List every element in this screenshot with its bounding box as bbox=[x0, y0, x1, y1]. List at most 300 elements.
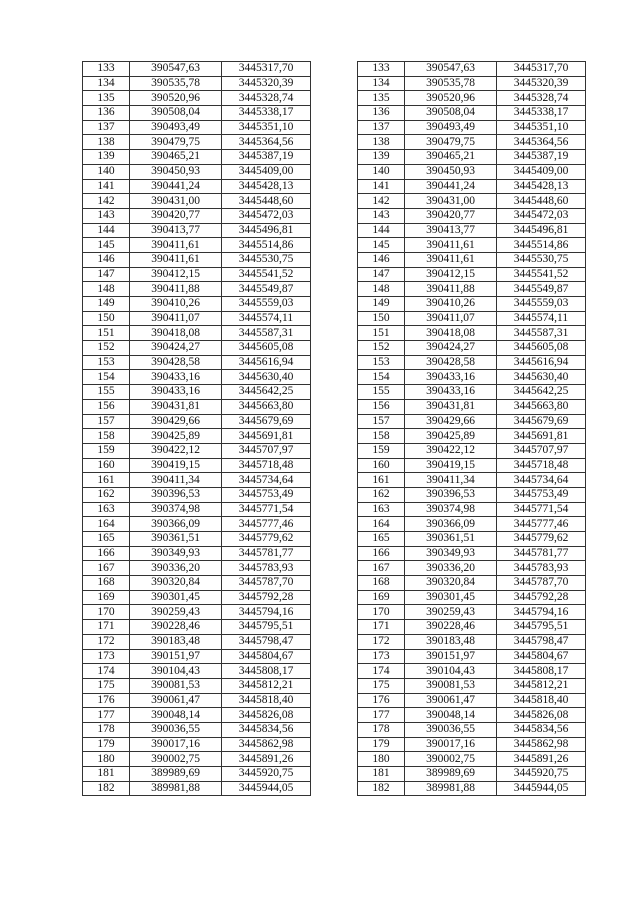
left-y-coordinate-cell: 3445428,13 bbox=[222, 179, 311, 194]
right-y-coordinate-cell: 3445777,46 bbox=[497, 517, 586, 532]
right-y-coordinate-cell: 3445320,39 bbox=[497, 76, 586, 91]
right-x-coordinate-cell: 390228,46 bbox=[405, 620, 497, 635]
right-y-coordinate-cell: 3445679,69 bbox=[497, 414, 586, 429]
table-row bbox=[83, 561, 586, 576]
right-y-coordinate-cell: 3445514,86 bbox=[497, 238, 586, 253]
coordinate-table bbox=[82, 61, 586, 796]
table-row bbox=[83, 194, 586, 209]
right-x-coordinate-cell: 390320,84 bbox=[405, 576, 497, 591]
right-y-coordinate-cell: 3445779,62 bbox=[497, 532, 586, 547]
table-row bbox=[83, 517, 586, 532]
column-gap bbox=[311, 737, 358, 752]
left-x-coordinate-cell: 390002,75 bbox=[130, 752, 222, 767]
left-y-coordinate-cell: 3445891,26 bbox=[222, 752, 311, 767]
right-point-number-cell: 147 bbox=[358, 267, 405, 282]
left-y-coordinate-cell: 3445663,80 bbox=[222, 399, 311, 414]
left-point-number-cell: 136 bbox=[83, 106, 130, 121]
right-point-number-cell: 174 bbox=[358, 664, 405, 679]
left-y-coordinate-cell: 3445798,47 bbox=[222, 634, 311, 649]
left-point-number-cell: 158 bbox=[83, 429, 130, 444]
right-y-coordinate-cell: 3445559,03 bbox=[497, 297, 586, 312]
column-gap bbox=[311, 664, 358, 679]
table-row bbox=[83, 385, 586, 400]
right-x-coordinate-cell: 390183,48 bbox=[405, 634, 497, 649]
left-y-coordinate-cell: 3445691,81 bbox=[222, 429, 311, 444]
column-gap bbox=[311, 311, 358, 326]
right-x-coordinate-cell: 390061,47 bbox=[405, 693, 497, 708]
column-gap bbox=[311, 781, 358, 796]
column-gap bbox=[311, 517, 358, 532]
table-row bbox=[83, 429, 586, 444]
left-y-coordinate-cell: 3445387,19 bbox=[222, 150, 311, 165]
left-y-coordinate-cell: 3445472,03 bbox=[222, 208, 311, 223]
right-x-coordinate-cell: 390429,66 bbox=[405, 414, 497, 429]
left-y-coordinate-cell: 3445804,67 bbox=[222, 649, 311, 664]
left-point-number-cell: 171 bbox=[83, 620, 130, 635]
right-y-coordinate-cell: 3445691,81 bbox=[497, 429, 586, 444]
right-point-number-cell: 142 bbox=[358, 194, 405, 209]
left-point-number-cell: 137 bbox=[83, 120, 130, 135]
left-y-coordinate-cell: 3445630,40 bbox=[222, 370, 311, 385]
right-point-number-cell: 150 bbox=[358, 311, 405, 326]
table-row bbox=[83, 752, 586, 767]
table-row bbox=[83, 737, 586, 752]
right-x-coordinate-cell: 390374,98 bbox=[405, 502, 497, 517]
right-x-coordinate-cell: 390420,77 bbox=[405, 208, 497, 223]
left-point-number-cell: 165 bbox=[83, 532, 130, 547]
column-gap bbox=[311, 150, 358, 165]
left-point-number-cell: 146 bbox=[83, 252, 130, 267]
left-x-coordinate-cell: 390547,63 bbox=[130, 62, 222, 77]
left-y-coordinate-cell: 3445777,46 bbox=[222, 517, 311, 532]
left-y-coordinate-cell: 3445320,39 bbox=[222, 76, 311, 91]
right-point-number-cell: 173 bbox=[358, 649, 405, 664]
right-point-number-cell: 167 bbox=[358, 561, 405, 576]
left-x-coordinate-cell: 390429,66 bbox=[130, 414, 222, 429]
right-x-coordinate-cell: 390017,16 bbox=[405, 737, 497, 752]
table-row bbox=[83, 355, 586, 370]
left-point-number-cell: 153 bbox=[83, 355, 130, 370]
table-row bbox=[83, 722, 586, 737]
column-gap bbox=[311, 590, 358, 605]
right-y-coordinate-cell: 3445409,00 bbox=[497, 164, 586, 179]
left-point-number-cell: 150 bbox=[83, 311, 130, 326]
left-y-coordinate-cell: 3445574,11 bbox=[222, 311, 311, 326]
left-point-number-cell: 135 bbox=[83, 91, 130, 106]
right-point-number-cell: 163 bbox=[358, 502, 405, 517]
table-row bbox=[83, 76, 586, 91]
table-row bbox=[83, 223, 586, 238]
table-row bbox=[83, 135, 586, 150]
column-gap bbox=[311, 194, 358, 209]
right-y-coordinate-cell: 3445338,17 bbox=[497, 106, 586, 121]
left-x-coordinate-cell: 390424,27 bbox=[130, 341, 222, 356]
right-point-number-cell: 137 bbox=[358, 120, 405, 135]
left-x-coordinate-cell: 390422,12 bbox=[130, 443, 222, 458]
right-y-coordinate-cell: 3445317,70 bbox=[497, 62, 586, 77]
right-point-number-cell: 162 bbox=[358, 487, 405, 502]
left-y-coordinate-cell: 3445818,40 bbox=[222, 693, 311, 708]
left-x-coordinate-cell: 390420,77 bbox=[130, 208, 222, 223]
column-gap bbox=[311, 443, 358, 458]
left-x-coordinate-cell: 390183,48 bbox=[130, 634, 222, 649]
right-x-coordinate-cell: 390002,75 bbox=[405, 752, 497, 767]
right-x-coordinate-cell: 390425,89 bbox=[405, 429, 497, 444]
table-row bbox=[83, 693, 586, 708]
column-gap bbox=[311, 502, 358, 517]
right-y-coordinate-cell: 3445616,94 bbox=[497, 355, 586, 370]
right-y-coordinate-cell: 3445718,48 bbox=[497, 458, 586, 473]
column-gap bbox=[311, 341, 358, 356]
right-point-number-cell: 148 bbox=[358, 282, 405, 297]
right-point-number-cell: 170 bbox=[358, 605, 405, 620]
right-x-coordinate-cell: 390508,04 bbox=[405, 106, 497, 121]
right-y-coordinate-cell: 3445387,19 bbox=[497, 150, 586, 165]
right-point-number-cell: 172 bbox=[358, 634, 405, 649]
left-y-coordinate-cell: 3445794,16 bbox=[222, 605, 311, 620]
left-y-coordinate-cell: 3445812,21 bbox=[222, 678, 311, 693]
table-row bbox=[83, 341, 586, 356]
right-y-coordinate-cell: 3445826,08 bbox=[497, 708, 586, 723]
column-gap bbox=[311, 634, 358, 649]
left-y-coordinate-cell: 3445530,75 bbox=[222, 252, 311, 267]
left-point-number-cell: 163 bbox=[83, 502, 130, 517]
left-y-coordinate-cell: 3445771,54 bbox=[222, 502, 311, 517]
column-gap bbox=[311, 238, 358, 253]
left-point-number-cell: 166 bbox=[83, 546, 130, 561]
left-point-number-cell: 155 bbox=[83, 385, 130, 400]
right-y-coordinate-cell: 3445798,47 bbox=[497, 634, 586, 649]
table-row bbox=[83, 311, 586, 326]
right-x-coordinate-cell: 390428,58 bbox=[405, 355, 497, 370]
right-x-coordinate-cell: 390048,14 bbox=[405, 708, 497, 723]
table-row bbox=[83, 326, 586, 341]
table-row bbox=[83, 267, 586, 282]
right-y-coordinate-cell: 3445472,03 bbox=[497, 208, 586, 223]
table-row bbox=[83, 120, 586, 135]
right-point-number-cell: 158 bbox=[358, 429, 405, 444]
right-point-number-cell: 179 bbox=[358, 737, 405, 752]
left-x-coordinate-cell: 390017,16 bbox=[130, 737, 222, 752]
right-x-coordinate-cell: 390520,96 bbox=[405, 91, 497, 106]
right-x-coordinate-cell: 390036,55 bbox=[405, 722, 497, 737]
right-x-coordinate-cell: 390418,08 bbox=[405, 326, 497, 341]
left-x-coordinate-cell: 390465,21 bbox=[130, 150, 222, 165]
column-gap bbox=[311, 76, 358, 91]
right-x-coordinate-cell: 390433,16 bbox=[405, 385, 497, 400]
table-row bbox=[83, 473, 586, 488]
right-point-number-cell: 182 bbox=[358, 781, 405, 796]
right-point-number-cell: 144 bbox=[358, 223, 405, 238]
table-row bbox=[83, 399, 586, 414]
right-x-coordinate-cell: 390410,26 bbox=[405, 297, 497, 312]
table-row bbox=[83, 576, 586, 591]
column-gap bbox=[311, 267, 358, 282]
right-y-coordinate-cell: 3445328,74 bbox=[497, 91, 586, 106]
right-x-coordinate-cell: 390301,45 bbox=[405, 590, 497, 605]
left-point-number-cell: 159 bbox=[83, 443, 130, 458]
left-x-coordinate-cell: 390396,53 bbox=[130, 487, 222, 502]
left-y-coordinate-cell: 3445734,64 bbox=[222, 473, 311, 488]
column-gap bbox=[311, 135, 358, 150]
right-x-coordinate-cell: 390441,24 bbox=[405, 179, 497, 194]
right-y-coordinate-cell: 3445783,93 bbox=[497, 561, 586, 576]
table-row bbox=[83, 238, 586, 253]
left-point-number-cell: 139 bbox=[83, 150, 130, 165]
table-row bbox=[83, 458, 586, 473]
column-gap bbox=[311, 223, 358, 238]
right-point-number-cell: 160 bbox=[358, 458, 405, 473]
left-point-number-cell: 173 bbox=[83, 649, 130, 664]
right-x-coordinate-cell: 390493,49 bbox=[405, 120, 497, 135]
right-x-coordinate-cell: 390411,07 bbox=[405, 311, 497, 326]
right-x-coordinate-cell: 390336,20 bbox=[405, 561, 497, 576]
right-y-coordinate-cell: 3445753,49 bbox=[497, 487, 586, 502]
left-x-coordinate-cell: 390411,88 bbox=[130, 282, 222, 297]
column-gap bbox=[311, 399, 358, 414]
left-y-coordinate-cell: 3445317,70 bbox=[222, 62, 311, 77]
right-y-coordinate-cell: 3445364,56 bbox=[497, 135, 586, 150]
table-row bbox=[83, 370, 586, 385]
column-gap bbox=[311, 297, 358, 312]
left-x-coordinate-cell: 390450,93 bbox=[130, 164, 222, 179]
table-row bbox=[83, 620, 586, 635]
right-x-coordinate-cell: 389981,88 bbox=[405, 781, 497, 796]
column-gap bbox=[311, 649, 358, 664]
left-point-number-cell: 149 bbox=[83, 297, 130, 312]
right-point-number-cell: 159 bbox=[358, 443, 405, 458]
left-x-coordinate-cell: 390061,47 bbox=[130, 693, 222, 708]
right-point-number-cell: 161 bbox=[358, 473, 405, 488]
right-y-coordinate-cell: 3445794,16 bbox=[497, 605, 586, 620]
left-point-number-cell: 154 bbox=[83, 370, 130, 385]
left-x-coordinate-cell: 390320,84 bbox=[130, 576, 222, 591]
left-y-coordinate-cell: 3445338,17 bbox=[222, 106, 311, 121]
right-point-number-cell: 133 bbox=[358, 62, 405, 77]
left-point-number-cell: 145 bbox=[83, 238, 130, 253]
right-point-number-cell: 151 bbox=[358, 326, 405, 341]
left-point-number-cell: 138 bbox=[83, 135, 130, 150]
table-row bbox=[83, 590, 586, 605]
left-y-coordinate-cell: 3445792,28 bbox=[222, 590, 311, 605]
left-point-number-cell: 176 bbox=[83, 693, 130, 708]
right-y-coordinate-cell: 3445771,54 bbox=[497, 502, 586, 517]
left-x-coordinate-cell: 390228,46 bbox=[130, 620, 222, 635]
left-x-coordinate-cell: 390412,15 bbox=[130, 267, 222, 282]
right-point-number-cell: 157 bbox=[358, 414, 405, 429]
right-point-number-cell: 141 bbox=[358, 179, 405, 194]
table-row bbox=[83, 252, 586, 267]
column-gap bbox=[311, 546, 358, 561]
table-row bbox=[83, 649, 586, 664]
left-point-number-cell: 147 bbox=[83, 267, 130, 282]
left-x-coordinate-cell: 390366,09 bbox=[130, 517, 222, 532]
left-y-coordinate-cell: 3445753,49 bbox=[222, 487, 311, 502]
left-point-number-cell: 182 bbox=[83, 781, 130, 796]
left-point-number-cell: 144 bbox=[83, 223, 130, 238]
column-gap bbox=[311, 370, 358, 385]
table-row bbox=[83, 532, 586, 547]
right-x-coordinate-cell: 390465,21 bbox=[405, 150, 497, 165]
left-x-coordinate-cell: 390419,15 bbox=[130, 458, 222, 473]
column-gap bbox=[311, 120, 358, 135]
right-y-coordinate-cell: 3445812,21 bbox=[497, 678, 586, 693]
right-point-number-cell: 143 bbox=[358, 208, 405, 223]
left-y-coordinate-cell: 3445718,48 bbox=[222, 458, 311, 473]
left-x-coordinate-cell: 390411,34 bbox=[130, 473, 222, 488]
left-point-number-cell: 170 bbox=[83, 605, 130, 620]
left-point-number-cell: 168 bbox=[83, 576, 130, 591]
right-point-number-cell: 171 bbox=[358, 620, 405, 635]
left-point-number-cell: 172 bbox=[83, 634, 130, 649]
left-x-coordinate-cell: 390374,98 bbox=[130, 502, 222, 517]
left-point-number-cell: 157 bbox=[83, 414, 130, 429]
right-point-number-cell: 153 bbox=[358, 355, 405, 370]
left-x-coordinate-cell: 390428,58 bbox=[130, 355, 222, 370]
right-x-coordinate-cell: 390424,27 bbox=[405, 341, 497, 356]
left-y-coordinate-cell: 3445549,87 bbox=[222, 282, 311, 297]
right-x-coordinate-cell: 390419,15 bbox=[405, 458, 497, 473]
table-row bbox=[83, 282, 586, 297]
right-point-number-cell: 139 bbox=[358, 150, 405, 165]
right-y-coordinate-cell: 3445428,13 bbox=[497, 179, 586, 194]
left-y-coordinate-cell: 3445587,31 bbox=[222, 326, 311, 341]
right-x-coordinate-cell: 390396,53 bbox=[405, 487, 497, 502]
left-point-number-cell: 160 bbox=[83, 458, 130, 473]
right-point-number-cell: 178 bbox=[358, 722, 405, 737]
column-gap bbox=[311, 62, 358, 77]
left-point-number-cell: 151 bbox=[83, 326, 130, 341]
left-point-number-cell: 152 bbox=[83, 341, 130, 356]
column-gap bbox=[311, 487, 358, 502]
column-gap bbox=[311, 678, 358, 693]
table-row bbox=[83, 487, 586, 502]
left-y-coordinate-cell: 3445616,94 bbox=[222, 355, 311, 370]
right-point-number-cell: 164 bbox=[358, 517, 405, 532]
left-x-coordinate-cell: 390036,55 bbox=[130, 722, 222, 737]
left-y-coordinate-cell: 3445781,77 bbox=[222, 546, 311, 561]
left-y-coordinate-cell: 3445787,70 bbox=[222, 576, 311, 591]
column-gap bbox=[311, 458, 358, 473]
right-point-number-cell: 156 bbox=[358, 399, 405, 414]
left-point-number-cell: 133 bbox=[83, 62, 130, 77]
column-gap bbox=[311, 620, 358, 635]
left-y-coordinate-cell: 3445409,00 bbox=[222, 164, 311, 179]
right-point-number-cell: 152 bbox=[358, 341, 405, 356]
left-y-coordinate-cell: 3445862,98 bbox=[222, 737, 311, 752]
column-gap bbox=[311, 767, 358, 782]
right-x-coordinate-cell: 390411,34 bbox=[405, 473, 497, 488]
left-x-coordinate-cell: 390411,07 bbox=[130, 311, 222, 326]
right-point-number-cell: 169 bbox=[358, 590, 405, 605]
left-point-number-cell: 177 bbox=[83, 708, 130, 723]
column-gap bbox=[311, 414, 358, 429]
column-gap bbox=[311, 252, 358, 267]
right-point-number-cell: 177 bbox=[358, 708, 405, 723]
left-point-number-cell: 141 bbox=[83, 179, 130, 194]
right-y-coordinate-cell: 3445944,05 bbox=[497, 781, 586, 796]
right-x-coordinate-cell: 390431,00 bbox=[405, 194, 497, 209]
right-x-coordinate-cell: 390361,51 bbox=[405, 532, 497, 547]
left-x-coordinate-cell: 390433,16 bbox=[130, 385, 222, 400]
right-y-coordinate-cell: 3445707,97 bbox=[497, 443, 586, 458]
table-row bbox=[83, 62, 586, 77]
left-x-coordinate-cell: 389989,69 bbox=[130, 767, 222, 782]
left-x-coordinate-cell: 390493,49 bbox=[130, 120, 222, 135]
left-x-coordinate-cell: 390413,77 bbox=[130, 223, 222, 238]
left-y-coordinate-cell: 3445364,56 bbox=[222, 135, 311, 150]
left-y-coordinate-cell: 3445541,52 bbox=[222, 267, 311, 282]
left-y-coordinate-cell: 3445944,05 bbox=[222, 781, 311, 796]
right-x-coordinate-cell: 390535,78 bbox=[405, 76, 497, 91]
right-y-coordinate-cell: 3445605,08 bbox=[497, 341, 586, 356]
right-y-coordinate-cell: 3445787,70 bbox=[497, 576, 586, 591]
right-point-number-cell: 138 bbox=[358, 135, 405, 150]
table-row bbox=[83, 546, 586, 561]
left-point-number-cell: 179 bbox=[83, 737, 130, 752]
right-x-coordinate-cell: 390151,97 bbox=[405, 649, 497, 664]
table-row bbox=[83, 634, 586, 649]
right-y-coordinate-cell: 3445818,40 bbox=[497, 693, 586, 708]
right-point-number-cell: 165 bbox=[358, 532, 405, 547]
table-row bbox=[83, 502, 586, 517]
right-y-coordinate-cell: 3445496,81 bbox=[497, 223, 586, 238]
right-point-number-cell: 168 bbox=[358, 576, 405, 591]
right-y-coordinate-cell: 3445642,25 bbox=[497, 385, 586, 400]
right-y-coordinate-cell: 3445795,51 bbox=[497, 620, 586, 635]
left-x-coordinate-cell: 390411,61 bbox=[130, 252, 222, 267]
left-x-coordinate-cell: 389981,88 bbox=[130, 781, 222, 796]
left-y-coordinate-cell: 3445826,08 bbox=[222, 708, 311, 723]
left-y-coordinate-cell: 3445920,75 bbox=[222, 767, 311, 782]
left-x-coordinate-cell: 390535,78 bbox=[130, 76, 222, 91]
right-x-coordinate-cell: 390479,75 bbox=[405, 135, 497, 150]
table-row bbox=[83, 767, 586, 782]
right-x-coordinate-cell: 390411,61 bbox=[405, 238, 497, 253]
right-point-number-cell: 149 bbox=[358, 297, 405, 312]
left-y-coordinate-cell: 3445559,03 bbox=[222, 297, 311, 312]
right-y-coordinate-cell: 3445587,31 bbox=[497, 326, 586, 341]
left-y-coordinate-cell: 3445328,74 bbox=[222, 91, 311, 106]
column-gap bbox=[311, 208, 358, 223]
left-x-coordinate-cell: 390081,53 bbox=[130, 678, 222, 693]
column-gap bbox=[311, 561, 358, 576]
left-point-number-cell: 175 bbox=[83, 678, 130, 693]
column-gap bbox=[311, 164, 358, 179]
table-row bbox=[83, 443, 586, 458]
right-x-coordinate-cell: 390411,61 bbox=[405, 252, 497, 267]
right-point-number-cell: 155 bbox=[358, 385, 405, 400]
right-point-number-cell: 140 bbox=[358, 164, 405, 179]
left-y-coordinate-cell: 3445834,56 bbox=[222, 722, 311, 737]
table-row bbox=[83, 678, 586, 693]
right-point-number-cell: 136 bbox=[358, 106, 405, 121]
column-gap bbox=[311, 708, 358, 723]
right-y-coordinate-cell: 3445630,40 bbox=[497, 370, 586, 385]
table-row bbox=[83, 414, 586, 429]
left-point-number-cell: 156 bbox=[83, 399, 130, 414]
left-x-coordinate-cell: 390441,24 bbox=[130, 179, 222, 194]
right-y-coordinate-cell: 3445792,28 bbox=[497, 590, 586, 605]
column-gap bbox=[311, 473, 358, 488]
left-point-number-cell: 180 bbox=[83, 752, 130, 767]
left-x-coordinate-cell: 390048,14 bbox=[130, 708, 222, 723]
right-x-coordinate-cell: 390547,63 bbox=[405, 62, 497, 77]
table-row bbox=[83, 106, 586, 121]
right-point-number-cell: 146 bbox=[358, 252, 405, 267]
left-x-coordinate-cell: 390151,97 bbox=[130, 649, 222, 664]
right-point-number-cell: 135 bbox=[358, 91, 405, 106]
